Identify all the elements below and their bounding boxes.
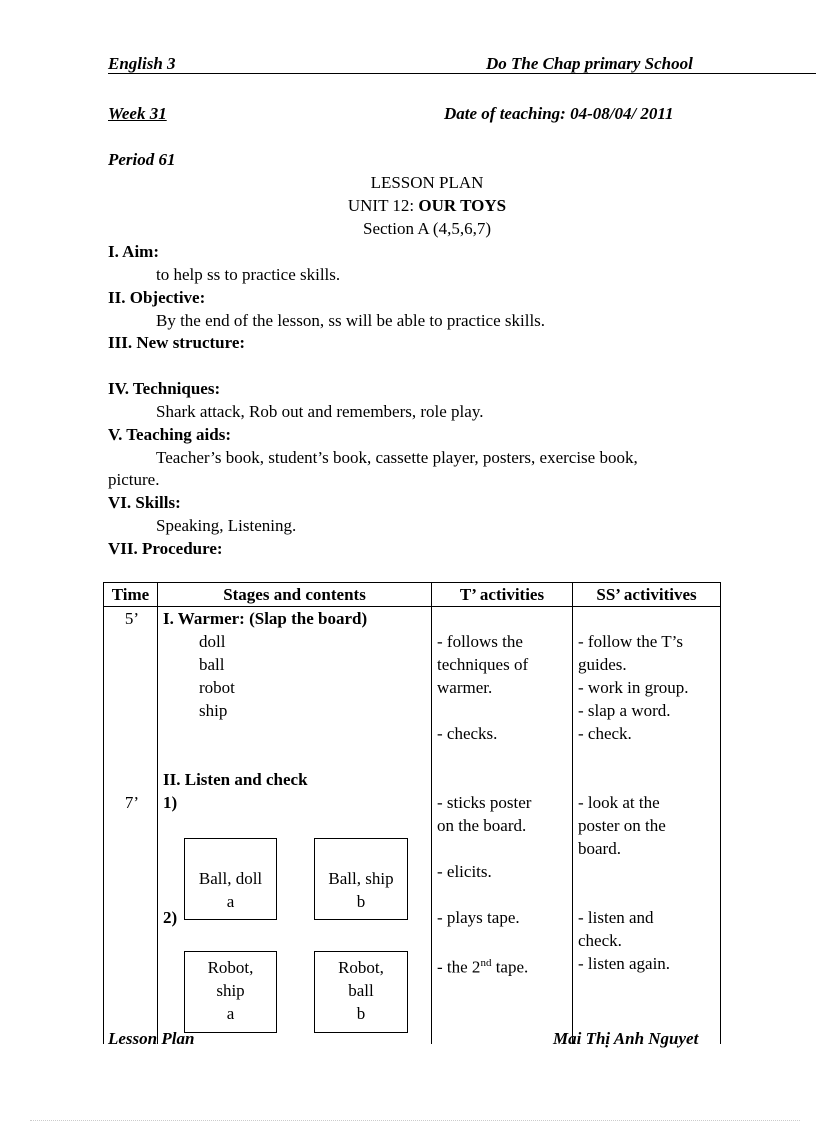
- choice-box-1b: [314, 838, 408, 920]
- objective-heading: II. Objective:: [108, 288, 206, 307]
- col-header-t-activities: T’ activities: [432, 583, 573, 607]
- aids-heading: V. Teaching aids:: [108, 425, 231, 444]
- t-activity: techniques of: [437, 655, 529, 674]
- procedure-table: [103, 582, 721, 1044]
- choice-box-text: ball: [348, 981, 374, 1000]
- objective-text: By the end of the lesson, ss will be able to practice skills.: [156, 311, 546, 330]
- col-header-stages: Stages and contents: [158, 583, 432, 607]
- choice-box-letter: b: [356, 892, 366, 911]
- skills-heading: VI. Skills:: [108, 493, 181, 512]
- time-cell: [104, 607, 158, 1045]
- t-activity: on the board.: [437, 816, 527, 835]
- ss-activity: - follow the T’s: [578, 632, 683, 651]
- lesson-plan-title: LESSON PLAN: [370, 173, 484, 192]
- footer-author: Mai Thị Anh Nguyet: [553, 1029, 699, 1048]
- unit-title: [0, 196, 816, 216]
- section-title: Section A (4,5,6,7): [363, 219, 491, 238]
- listen-check-heading: II. Listen and check: [163, 770, 308, 789]
- ss-activity: - look at the: [578, 793, 660, 812]
- choice-box-text: ship: [216, 981, 245, 1000]
- t-activity: - sticks poster: [437, 793, 532, 812]
- stages-cell: [158, 607, 432, 1045]
- choice-box-text: Ball, ship: [328, 869, 394, 888]
- ss-activity: board.: [578, 839, 621, 858]
- word-item: robot: [199, 678, 235, 697]
- t-activity: - the 2nd tape.: [437, 957, 529, 977]
- date-of-teaching: Date of teaching: 04-08/04/ 2011: [444, 104, 674, 123]
- week-label: Week 31: [108, 104, 167, 123]
- ss-activity: - check.: [578, 724, 632, 743]
- warmer-heading: I. Warmer: (Slap the board): [163, 609, 368, 628]
- structure-heading: III. New structure:: [108, 333, 246, 352]
- unit-name: OUR TOYS: [418, 196, 507, 215]
- header-rule: [108, 73, 816, 74]
- aim-text: to help ss to practice skills.: [156, 265, 341, 284]
- col-header-time: Time: [104, 583, 158, 607]
- word-item: ship: [199, 701, 228, 720]
- techniques-text: Shark attack, Rob out and remembers, role play.: [156, 402, 484, 421]
- ss-activity: guides.: [578, 655, 627, 674]
- ss-activities-cell: [573, 607, 721, 1045]
- choice-box-text: Robot,: [207, 958, 254, 977]
- t-activity: - follows the: [437, 632, 523, 651]
- aids-text-2: picture.: [108, 470, 160, 489]
- aids-text-1: Teacher’s book, student’s book, cassette player, posters, exercise book,: [156, 448, 638, 467]
- page-edge-rule: [30, 1120, 800, 1121]
- ss-activity: - slap a word.: [578, 701, 671, 720]
- unit-prefix: UNIT 12:: [347, 196, 419, 215]
- word-item: ball: [199, 655, 225, 674]
- t-activity: warmer.: [437, 678, 493, 697]
- ss-activity: - work in group.: [578, 678, 689, 697]
- choice-box-letter: b: [356, 1004, 366, 1023]
- t-activity: - plays tape.: [437, 908, 520, 927]
- t-activity: - elicits.: [437, 862, 492, 881]
- choice-box-letter: a: [226, 1004, 235, 1023]
- item-2-label: 2): [163, 908, 178, 927]
- choice-box-text: Ball, doll: [198, 869, 263, 888]
- ss-activity: check.: [578, 931, 622, 950]
- time-warmer: 5’: [124, 609, 139, 628]
- choice-box-text: Robot,: [338, 958, 384, 977]
- skills-text: Speaking, Listening.: [156, 516, 297, 535]
- time-listen: 7’: [124, 793, 139, 812]
- aim-heading: I. Aim:: [108, 242, 159, 261]
- t-activities-cell: [432, 607, 573, 1045]
- choice-box-2a: [184, 951, 277, 1033]
- ss-activity: - listen again.: [578, 954, 671, 973]
- choice-box-2b: [314, 951, 408, 1033]
- header-school: Do The Chap primary School: [486, 54, 693, 73]
- item-1-label: 1): [163, 793, 178, 812]
- ss-activity: poster on the: [578, 816, 666, 835]
- procedure-heading: VII. Procedure:: [108, 539, 223, 558]
- footer-left: Lesson Plan: [108, 1029, 195, 1048]
- ss-activity: - listen and: [578, 908, 654, 927]
- techniques-heading: IV. Techniques:: [108, 379, 221, 398]
- word-item: doll: [199, 632, 226, 651]
- choice-box-1a: [184, 838, 277, 920]
- t-activity: - checks.: [437, 724, 498, 743]
- period-label: Period 61: [108, 150, 176, 169]
- choice-box-letter: a: [226, 892, 235, 911]
- header-subject: English 3: [108, 54, 176, 73]
- col-header-ss-activities: SS’ activitives: [573, 583, 721, 607]
